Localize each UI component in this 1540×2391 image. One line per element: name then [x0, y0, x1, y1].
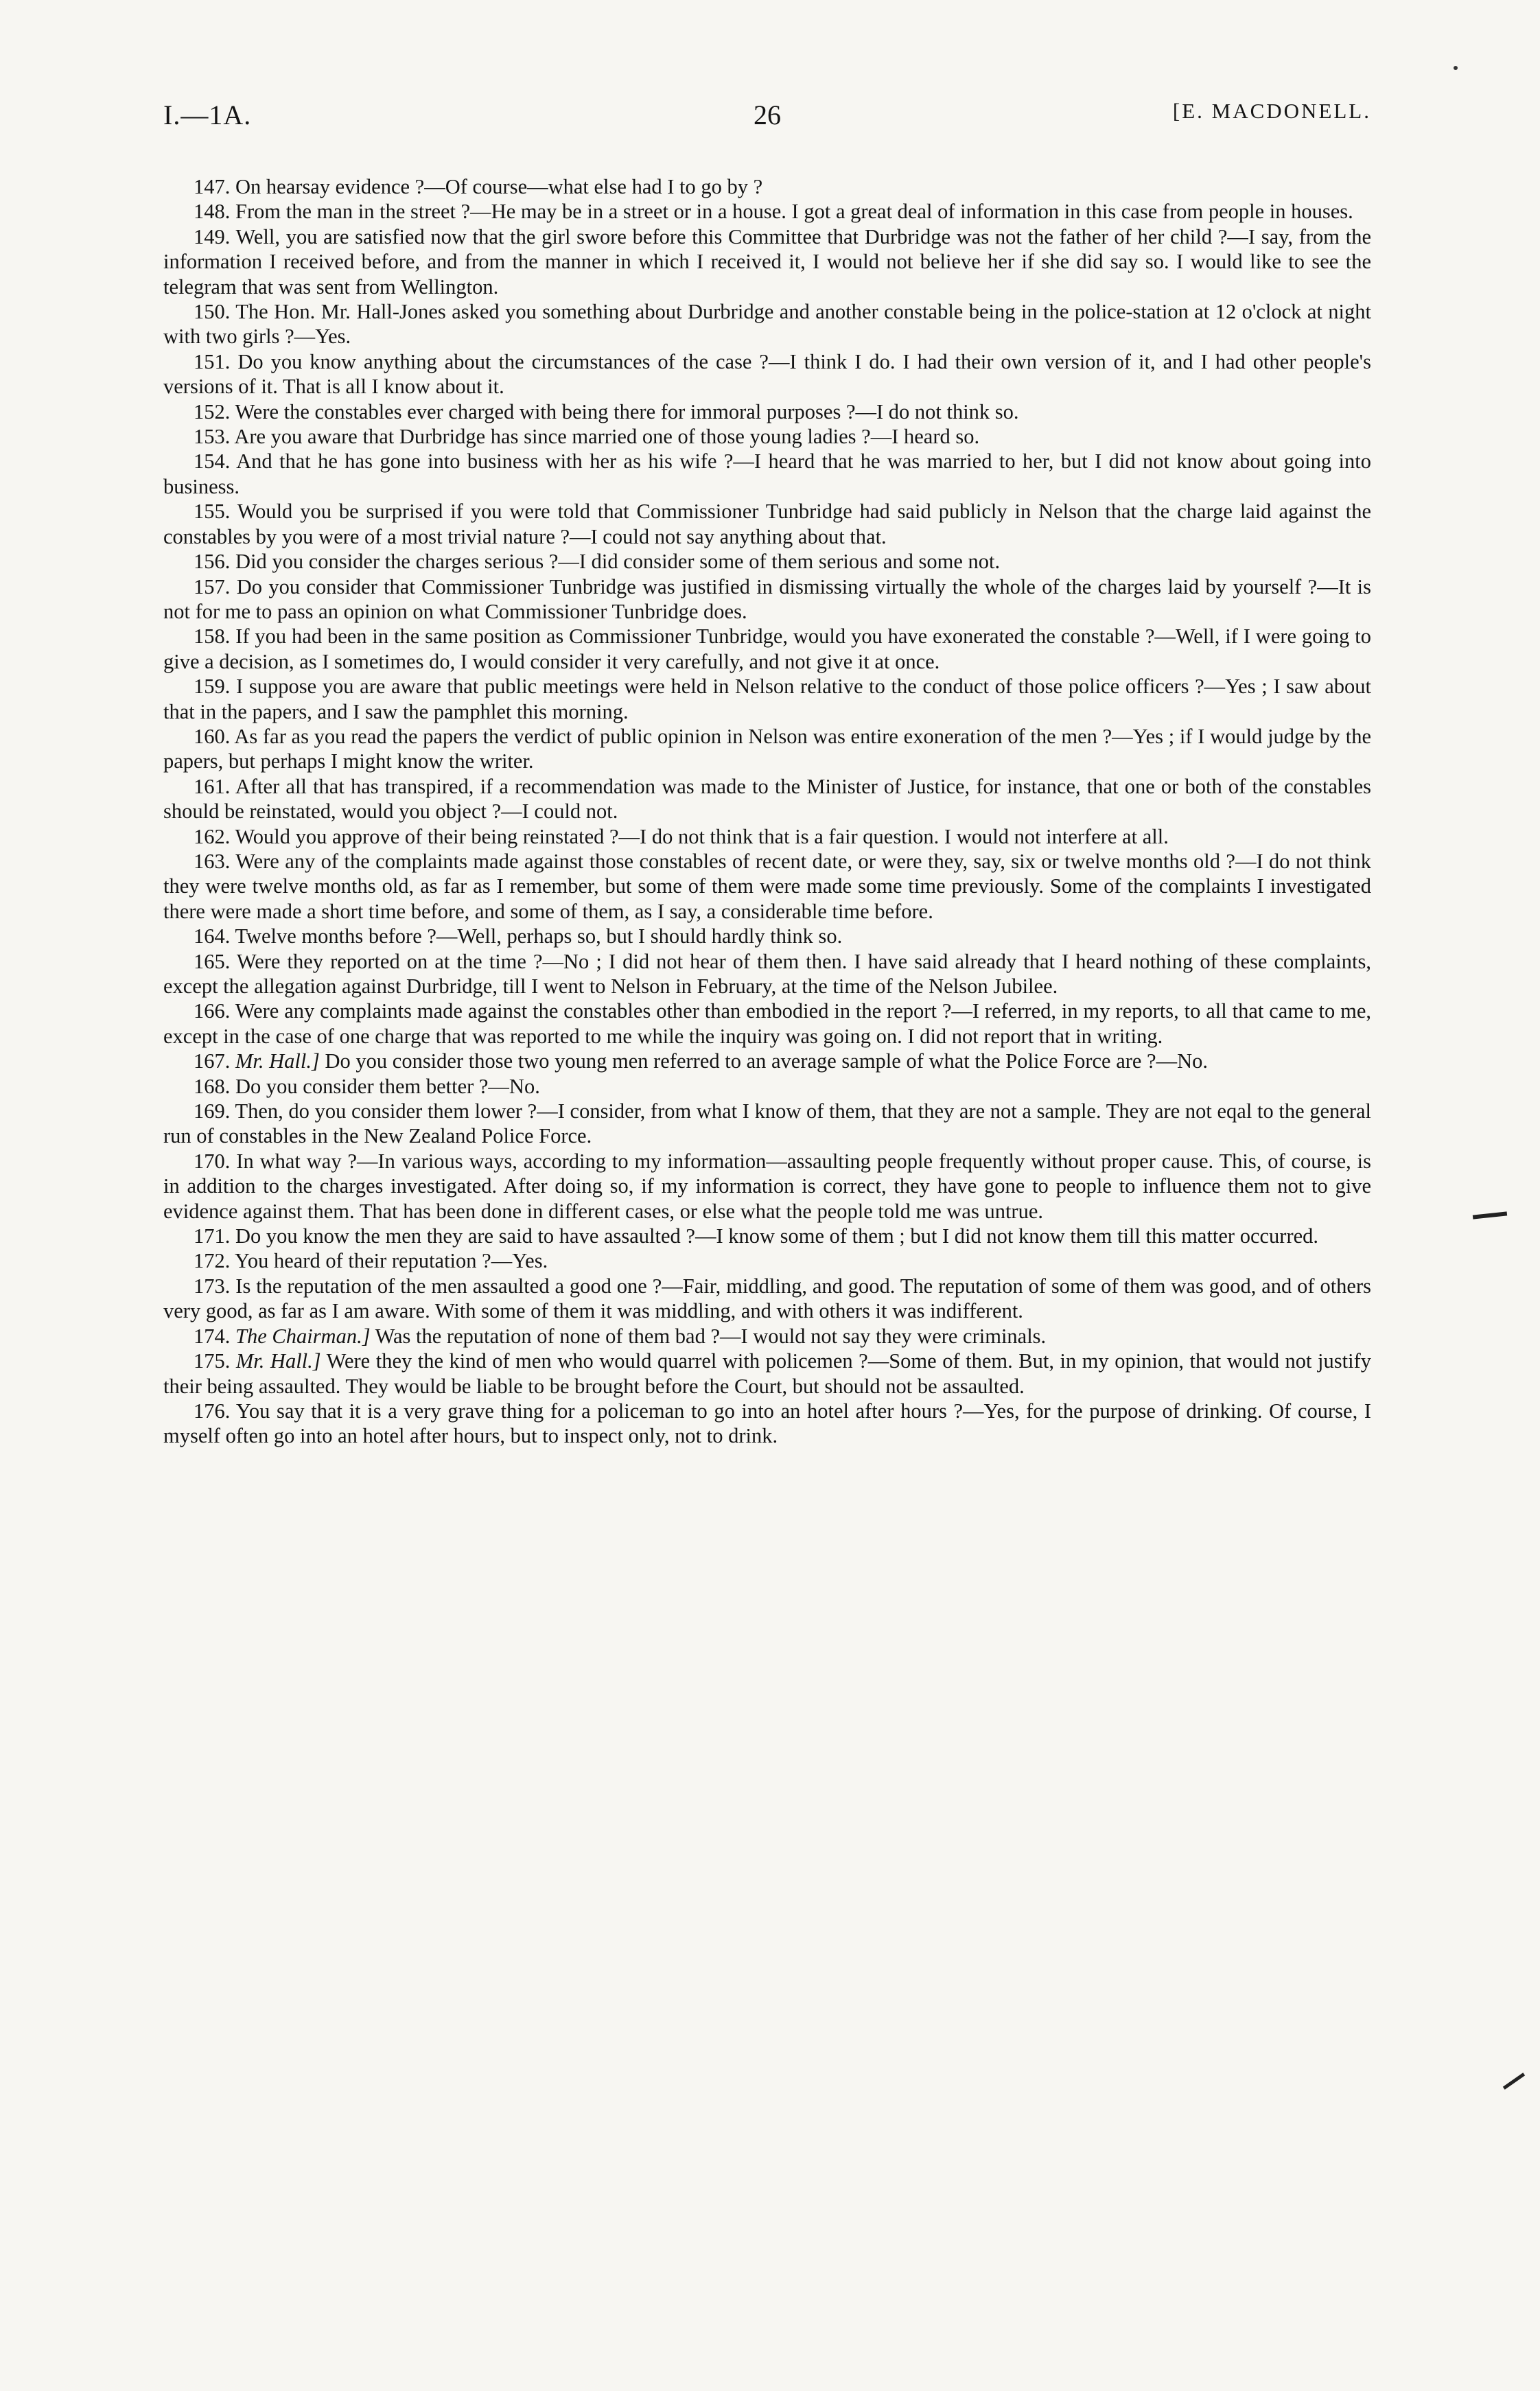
question-162: 162. Would you approve of their being reinstated ?—I do not think that is a fair question. I would not interfere at all.: [194, 824, 1169, 848]
page-number: 26: [754, 100, 781, 130]
margin-tick-mark: [1503, 2073, 1525, 2090]
witness-name: [E. MACDONELL.: [1172, 99, 1371, 123]
question-170: 170. In what way ?—In various ways, according to my information—assaulting people frequently without proper cause. This, of course, is in addition to the charges investigated. After doing so, if my information is correct, they have gone to people to influence them not to give evidence against them. That has been done in different cases, or else what the people told me was untrue.: [163, 1149, 1371, 1223]
question-159: 159. I suppose you are aware that public meetings were held in Nelson relative to the conduct of those police officers ?—Yes ; I saw about that in the papers, and I saw the pamphlet this morning.: [163, 675, 1371, 723]
question-171: 171. Do you know the men they are said to have assaulted ?—I know some of them ; but I did not know them till this matter occurred.: [194, 1224, 1319, 1248]
question-160: 160. As far as you read the papers the verdict of public opinion in Nelson was entire exoneration of the men ?—Yes ; if I would judge by the papers, but perhaps I might know the writer.: [163, 724, 1371, 773]
question-175: 175. Mr. Hall.] Were they the kind of men who would quarrel with policemen ?—Some of them. But, in my opinion, that would not justify their being assaulted. They would be liable to be brought before the Court, but should not be assaulted.: [163, 1349, 1371, 1398]
scan-speck: [1454, 66, 1458, 70]
question-152: 152. Were the constables ever charged with being there for immoral purposes ?—I do not think so.: [194, 399, 1019, 423]
question-165: 165. Were they reported on at the time ?—No ; I did not hear of them then. I have said already that I heard nothing of these complaints, except the allegation against Durbridge, till I went to Nelson in February, at the time of the Nelson Jubilee.: [163, 949, 1371, 998]
question-168: 168. Do you consider them better ?—No.: [194, 1074, 540, 1098]
paper-reference: I.—1A.: [163, 100, 252, 130]
question-155: 155. Would you be surprised if you were told that Commissioner Tunbridge had said publicly in Nelson that the charge laid against the constables by you were of a most trivial nature ?—I could not say anything about that.: [163, 500, 1372, 548]
question-150: 150. The Hon. Mr. Hall-Jones asked you something about Durbridge and another constable being in the police-station at 12 o'clock at night with two girls ?—Yes.: [163, 300, 1371, 349]
question-161: 161. After all that has transpired, if a recommendation was made to the Minister of Justice, for instance, that one or both of the constables should be reinstated, would you object ?—I could not.: [163, 774, 1371, 824]
page-header: [163, 91, 1371, 150]
question-153: 153. Are you aware that Durbridge has since married one of those young ladies ?—I heard so.: [194, 425, 980, 449]
speaker-label: Mr. Hall.]: [235, 1349, 321, 1373]
question-151: 151. Do you know anything about the circumstances of the case ?—I think I do. I had their own version of it, and I had other people's versions of it. That is all I know about it.: [163, 349, 1371, 399]
document-page: [163, 91, 1371, 1449]
question-156: 156. Did you consider the charges serious ?—I did consider some of them serious and some not.: [194, 550, 1001, 574]
question-169: 169. Then, do you consider them lower ?—I consider, from what I know of them, that they are not a sample. They are not eqal to the general run of constables in the New Zealand Police Force.: [163, 1099, 1371, 1148]
evidence-body: [163, 174, 1371, 1449]
question-174: 174. The Chairman.] Was the reputation of none of them bad ?—I would not say they were criminals.: [194, 1324, 1047, 1348]
question-154: 154. And that he has gone into business with her as his wife ?—I heard that he was married to her, but I did not know about going into business.: [163, 450, 1371, 498]
question-166: 166. Were any complaints made against the constables other than embodied in the report ?—I referred, in my reports, to all that came to me, except in the case of one charge that was reported to me while the inquiry was going on. I did not report that in writing.: [163, 999, 1372, 1048]
question-167: 167. Mr. Hall.] Do you consider those two young men referred to an average sample of what the Police Force are ?—No.: [194, 1049, 1208, 1073]
question-163: 163. Were any of the complaints made against those constables of recent date, or were they, say, six or twelve months old ?—I do not think they were twelve months old, as far as I remember, but some of them were made some time previously. Some of the complaints I investigated there were made a short time before, and some of them, as I say, a considerable time before.: [163, 849, 1372, 923]
question-157: 157. Do you consider that Commissioner Tunbridge was justified in dismissing virtually the whole of the charges laid by yourself ?—It is not for me to pass an opinion on what Commissioner Tunbridge does.: [163, 574, 1372, 623]
question-176: 176. You say that it is a very grave thing for a policeman to go into an hotel after hours ?—Yes, for the purpose of drinking. Of course, I myself often go into an hotel after hours, but to inspect only, not to drink.: [163, 1399, 1371, 1448]
question-158: 158. If you had been in the same position as Commissioner Tunbridge, would you have exonerated the constable ?—Well, if I were going to give a decision, as I sometimes do, I would consider it very carefully, and not give it at once.: [163, 625, 1371, 673]
speaker-label: The Chairman.]: [235, 1324, 371, 1348]
margin-dash-mark: [1473, 1211, 1507, 1219]
question-148: 148. From the man in the street ?—He may be in a street or in a house. I got a great deal of information in this case from people in houses.: [194, 200, 1353, 224]
question-172: 172. You heard of their reputation ?—Yes.: [194, 1249, 548, 1273]
question-164: 164. Twelve months before ?—Well, perhaps so, but I should hardly think so.: [194, 924, 843, 948]
question-147: 147. On hearsay evidence ?—Of course—what else had I to go by ?: [194, 175, 763, 198]
speaker-label: Mr. Hall.]: [235, 1049, 320, 1073]
question-173: 173. Is the reputation of the men assaulted a good one ?—Fair, middling, and good. The reputation of some of them was good, and of others very good, as far as I am aware. With some of them it was middling, and with others it was indifferent.: [163, 1274, 1371, 1323]
question-149: 149. Well, you are satisfied now that the girl swore before this Committee that Durbridge was not the father of her child ?—I say, from the information I received before, and from the manner in which I received it, I would not believe her if she did say so. I would like to see the telegram that was sent from Wellington.: [163, 224, 1371, 299]
